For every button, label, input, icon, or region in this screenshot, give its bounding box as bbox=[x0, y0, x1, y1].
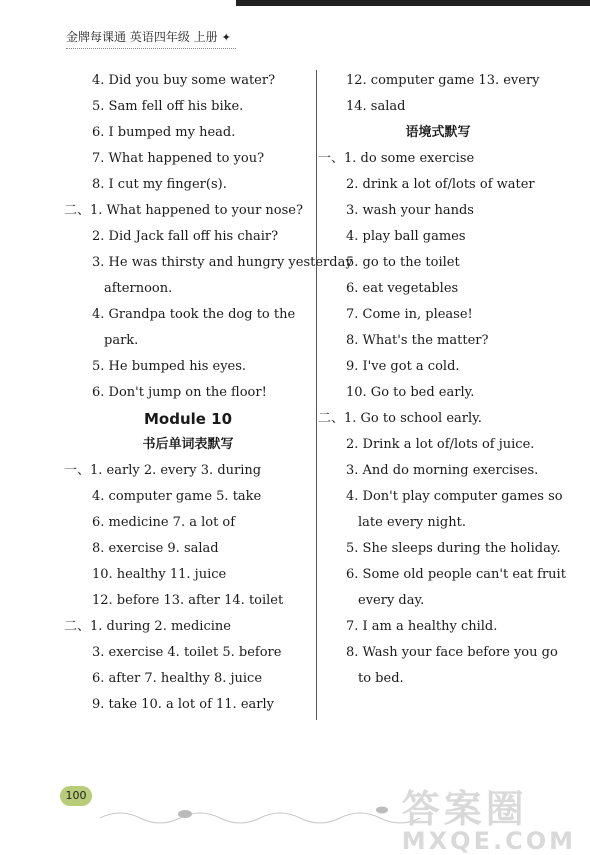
answer-line: 8. I cut my finger(s). bbox=[92, 177, 227, 192]
answer-line: 7. What happened to you? bbox=[92, 151, 265, 166]
answer-line: 3. exercise 4. toilet 5. before bbox=[92, 645, 282, 660]
right-column bbox=[318, 68, 566, 692]
answer-line: 3. wash your hands bbox=[346, 203, 474, 218]
answer-line: 5. go to the toilet bbox=[346, 255, 460, 270]
fish-icon bbox=[178, 810, 192, 818]
answer-line: 一、1. early 2. every 3. during bbox=[64, 463, 262, 478]
answer-line: 二、1. What happened to your nose? bbox=[64, 203, 303, 218]
answer-line: 5. Sam fell off his bike. bbox=[92, 99, 244, 114]
running-header bbox=[66, 28, 231, 45]
star-icon: ✦ bbox=[221, 31, 231, 44]
answer-line: 4. play ball games bbox=[346, 229, 466, 244]
answer-line: 4. Did you buy some water? bbox=[92, 73, 276, 88]
module-subtitle: 书后单词表默写 bbox=[142, 437, 234, 452]
answer-line: 2. Drink a lot of/lots of juice. bbox=[346, 437, 535, 452]
answer-line: 2. Did Jack fall off his chair? bbox=[92, 229, 279, 244]
answer-line: 12. computer game 13. every bbox=[346, 73, 540, 88]
answer-line: 3. He was thirsty and hungry yesterday bbox=[92, 255, 353, 270]
answer-line: 8. exercise 9. salad bbox=[92, 541, 219, 556]
header-rule bbox=[66, 48, 236, 49]
answer-line: 二、1. during 2. medicine bbox=[64, 619, 231, 634]
answer-line: every day. bbox=[358, 593, 425, 608]
watermark-text: 答案圈 bbox=[401, 787, 528, 831]
answer-line: 6. eat vegetables bbox=[346, 281, 459, 296]
answer-line: 9. I've got a cold. bbox=[346, 359, 460, 374]
answer-line: 4. Grandpa took the dog to the bbox=[92, 307, 296, 322]
page-number: 100 bbox=[60, 786, 92, 806]
answer-line: 6. I bumped my head. bbox=[92, 125, 236, 140]
answer-line: 4. computer game 5. take bbox=[92, 489, 262, 504]
answer-line: 14. salad bbox=[346, 99, 406, 114]
header-title: 金牌每课通 英语四年级 上册 bbox=[66, 30, 218, 44]
answer-line: 一、1. do some exercise bbox=[318, 151, 475, 166]
answer-line: 10. Go to bed early. bbox=[346, 385, 475, 400]
watermark-url: MXQE.COM bbox=[401, 827, 576, 855]
module-title: Module 10 bbox=[143, 410, 233, 428]
answer-line: 5. He bumped his eyes. bbox=[92, 359, 247, 374]
answer-line: 4. Don't play computer games so bbox=[346, 489, 563, 504]
answer-line: 8. Wash your face before you go bbox=[346, 645, 558, 660]
top-black-bar bbox=[236, 0, 590, 6]
answer-line: 5. She sleeps during the holiday. bbox=[346, 541, 561, 556]
answer-line: 6. Don't jump on the floor! bbox=[92, 385, 267, 400]
answer-line: 6. Some old people can't eat fruit bbox=[346, 567, 566, 582]
answer-line: afternoon. bbox=[104, 281, 173, 296]
answer-line: 6. after 7. healthy 8. juice bbox=[92, 671, 263, 686]
answer-line: 8. What's the matter? bbox=[346, 333, 489, 348]
answer-line: to bed. bbox=[358, 671, 404, 686]
section-heading: 语境式默写 bbox=[405, 125, 471, 140]
watermark bbox=[402, 778, 576, 855]
answer-line: 10. healthy 11. juice bbox=[92, 567, 227, 582]
answer-line: 7. Come in, please! bbox=[346, 307, 473, 322]
wave-decoration bbox=[100, 790, 440, 830]
column-divider bbox=[316, 70, 317, 720]
answer-line: 12. before 13. after 14. toilet bbox=[92, 593, 284, 608]
answer-line: 9. take 10. a lot of 11. early bbox=[92, 697, 274, 712]
left-column bbox=[64, 68, 353, 718]
answer-line: 2. drink a lot of/lots of water bbox=[346, 177, 535, 192]
answer-line: 3. And do morning exercises. bbox=[346, 463, 539, 478]
answer-line: park. bbox=[104, 333, 139, 348]
answer-line: late every night. bbox=[358, 515, 466, 530]
fish-icon bbox=[376, 807, 388, 814]
answer-line: 7. I am a healthy child. bbox=[346, 619, 498, 634]
answer-line: 二、1. Go to school early. bbox=[318, 411, 482, 426]
answer-line: 6. medicine 7. a lot of bbox=[92, 515, 236, 530]
